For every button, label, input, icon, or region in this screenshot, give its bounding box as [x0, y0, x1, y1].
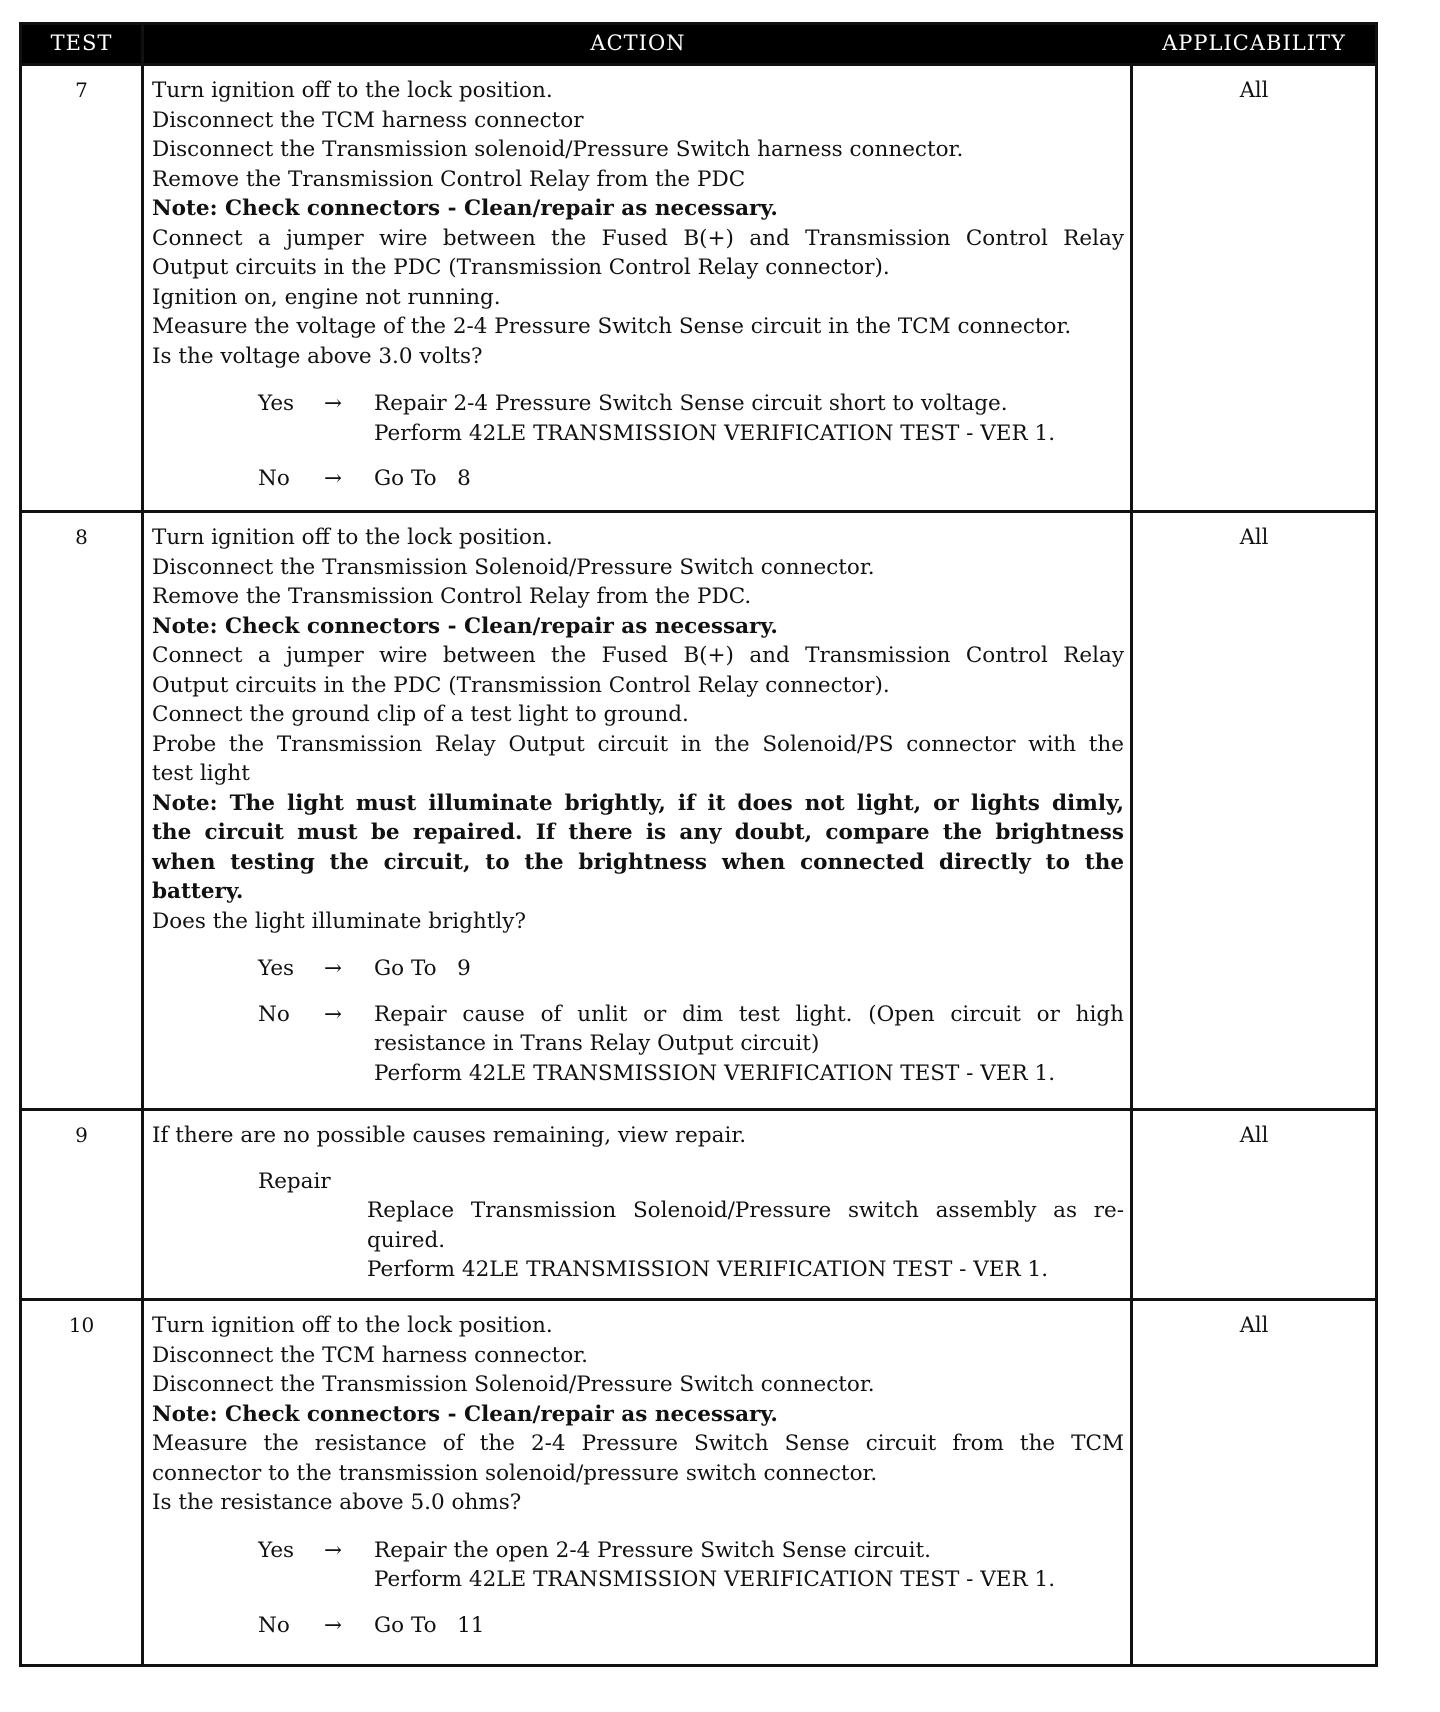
- test-number: 10: [68, 1313, 95, 1337]
- yes-response: [152, 389, 1124, 419]
- step-text: Disconnect the Transmission Solenoid/Pressure Switch connector.: [152, 1372, 875, 1397]
- step-text: Remove the Transmission Control Relay from the PDC: [152, 166, 746, 192]
- yes-label: Yes: [258, 1537, 295, 1563]
- table-header: [22, 25, 1375, 63]
- note-text: Note: The light must illuminate brightly, if it does not light, or lights dimly,: [152, 790, 1124, 816]
- response-text: Repair cause of unlit or dim test light. (Open circuit or high: [374, 1001, 1124, 1027]
- applicability-value: All: [1239, 525, 1269, 549]
- no-response: [152, 1611, 1124, 1641]
- step-text: If there are no possible causes remaining, view repair.: [152, 1123, 747, 1148]
- step-text: Ignition on, engine not running.: [152, 284, 501, 310]
- test-number: 8: [75, 525, 88, 549]
- no-response: [152, 1000, 1124, 1030]
- action-cell: [152, 1121, 1124, 1285]
- table-row: [22, 66, 1375, 510]
- table-row: [22, 1301, 1375, 1664]
- response-text: resistance in Trans Relay Output circuit): [374, 1031, 820, 1056]
- header-test: TEST: [50, 31, 113, 55]
- arrow-icon: →: [324, 391, 343, 416]
- note-text: Note: Check connectors - Clean/repair as necessary.: [152, 196, 778, 221]
- arrow-icon: →: [324, 1612, 343, 1638]
- repair-label: Repair: [258, 1168, 331, 1194]
- response-text: Repair 2-4 Pressure Switch Sense circuit short to voltage.: [374, 391, 1008, 416]
- step-text: Disconnect the TCM harness connector: [152, 107, 584, 133]
- no-response: [152, 464, 1124, 494]
- action-cell: [152, 1311, 1124, 1640]
- header-action: ACTION: [590, 31, 686, 55]
- repair-text: Replace Transmission Solenoid/Pressure switch assembly as re-: [367, 1198, 1124, 1223]
- goto-text: Go To 11: [374, 1612, 485, 1638]
- table-row: [22, 513, 1375, 1108]
- step-text: Measure the resistance of the 2-4 Pressure Switch Sense circuit from the TCM: [152, 1431, 1124, 1456]
- yes-response: [152, 1536, 1124, 1566]
- applicability-value: All: [1239, 1123, 1269, 1147]
- note-text: the circuit must be repaired. If there is any doubt, compare the brightness: [152, 820, 1124, 845]
- table-row: [22, 1111, 1375, 1298]
- no-label: No: [258, 1612, 290, 1638]
- yes-label: Yes: [258, 391, 295, 416]
- step-text: Remove the Transmission Control Relay from the PDC.: [152, 584, 752, 609]
- note-text: Note: Check connectors - Clean/repair as necessary.: [152, 1401, 778, 1427]
- response-text: Perform 42LE TRANSMISSION VERIFICATION TEST - VER 1.: [374, 1060, 1056, 1086]
- step-text: Turn ignition off to the lock position.: [152, 78, 553, 103]
- repair-text: Perform 42LE TRANSMISSION VERIFICATION TEST - VER 1.: [367, 1257, 1049, 1282]
- goto-text: Go To 9: [374, 956, 471, 981]
- diagnostic-test-table: [19, 22, 1378, 1667]
- arrow-icon: →: [324, 466, 343, 491]
- step-text: Measure the voltage of the 2-4 Pressure Switch Sense circuit in the TCM connector.: [152, 314, 1072, 339]
- step-text: Connect a jumper wire between the Fused B(+) and Transmission Control Relay: [152, 643, 1124, 668]
- no-label: No: [258, 466, 290, 491]
- step-text: Output circuits in the PDC (Transmission Control Relay connector).: [152, 672, 890, 698]
- arrow-icon: →: [324, 956, 343, 981]
- question-text: Is the resistance above 5.0 ohms?: [152, 1490, 522, 1515]
- step-text: Disconnect the Transmission Solenoid/Pressure Switch connector.: [152, 554, 875, 580]
- question-text: Is the voltage above 3.0 volts?: [152, 343, 483, 369]
- step-text: connector to the transmission solenoid/pressure switch connector.: [152, 1460, 878, 1486]
- step-text: Disconnect the Transmission solenoid/Pressure Switch harness connector.: [152, 137, 964, 162]
- no-label: No: [258, 1001, 290, 1027]
- step-text: Connect a jumper wire between the Fused B(+) and Transmission Control Relay: [152, 225, 1124, 251]
- step-text: Output circuits in the PDC (Transmission Control Relay connector).: [152, 255, 890, 280]
- yes-response: [152, 954, 1124, 984]
- step-text: Turn ignition off to the lock position.: [152, 525, 553, 550]
- applicability-value: All: [1239, 78, 1269, 102]
- test-number: 7: [75, 78, 88, 102]
- note-text: Note: Check connectors - Clean/repair as necessary.: [152, 613, 778, 639]
- step-text: test light: [152, 761, 250, 786]
- applicability-value: All: [1239, 1313, 1269, 1337]
- note-text: when testing the circuit, to the brightness when connected directly to the: [152, 849, 1124, 875]
- note-text: battery.: [152, 879, 244, 904]
- arrow-icon: →: [324, 1537, 343, 1563]
- step-text: Connect the ground clip of a test light to ground.: [152, 702, 689, 727]
- response-text: Repair the open 2-4 Pressure Switch Sense circuit.: [374, 1537, 932, 1563]
- question-text: Does the light illuminate brightly?: [152, 908, 526, 934]
- response-text: Perform 42LE TRANSMISSION VERIFICATION TEST - VER 1.: [374, 1567, 1056, 1592]
- step-text: Disconnect the TCM harness connector.: [152, 1342, 588, 1368]
- test-number: 9: [75, 1123, 88, 1147]
- arrow-icon: →: [324, 1001, 343, 1027]
- step-text: Probe the Transmission Relay Output circuit in the Solenoid/PS connector with the: [152, 731, 1124, 757]
- goto-text: Go To 8: [374, 466, 471, 491]
- step-text: Turn ignition off to the lock position.: [152, 1313, 553, 1338]
- action-cell: [152, 76, 1124, 494]
- repair-text: quired.: [367, 1227, 446, 1253]
- yes-label: Yes: [258, 956, 295, 981]
- action-cell: [152, 523, 1124, 1088]
- response-text: Perform 42LE TRANSMISSION VERIFICATION TEST - VER 1.: [374, 420, 1056, 446]
- header-applicability: APPLICABILITY: [1162, 31, 1346, 55]
